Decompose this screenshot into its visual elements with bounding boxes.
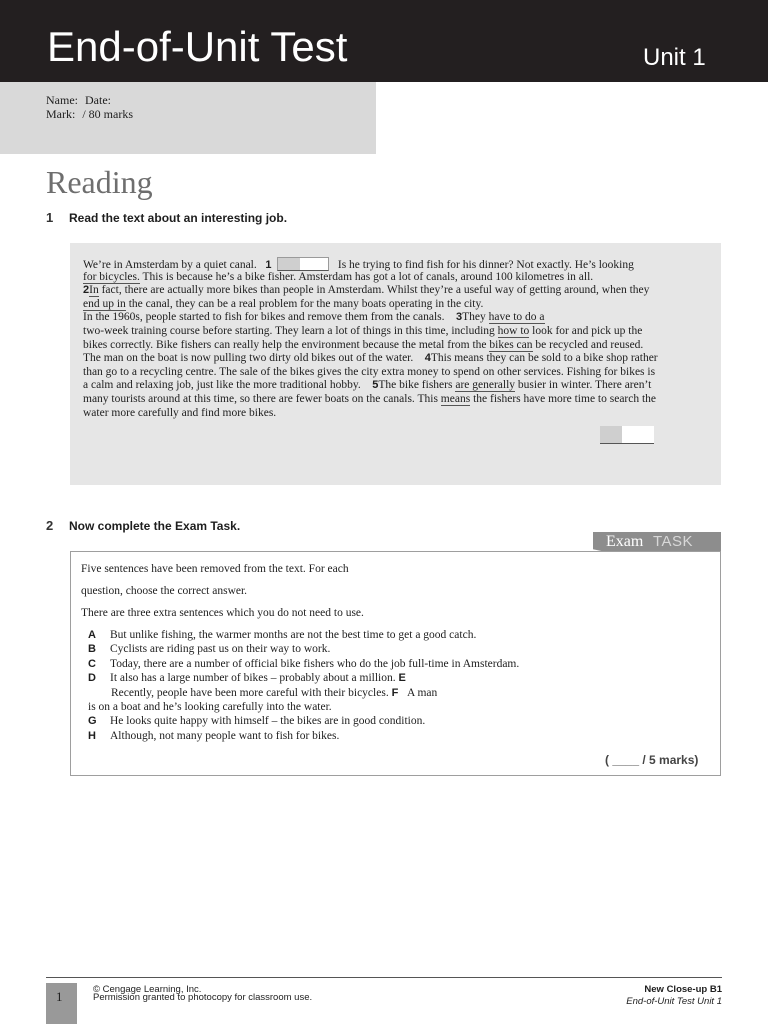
task-intro-1: Five sentences have been removed from the text. For each	[81, 563, 349, 575]
passage-text: In the 1960s, people started to fish for bikes and remove them from the canals.	[83, 311, 445, 324]
option-letter: D	[88, 672, 96, 684]
passage-text: are generally	[455, 379, 516, 392]
option-text: But unlike fishing, the warmer months are not the best time to get a good catch.	[110, 629, 477, 641]
permission-line: Permission granted to photocopy for classroom use.	[93, 992, 313, 1003]
passage-text: two-week training course before starting. They learn a lot of things in this time, including	[83, 324, 498, 337]
book-title: New Close-up B1	[644, 984, 722, 995]
task-intro-3: There are three extra sentences which you do not need to use.	[81, 607, 364, 619]
reading-passage-box	[70, 243, 721, 485]
passage-text: In	[89, 284, 99, 297]
passage-line	[83, 339, 713, 353]
option-text: He looks quite happy with himself – the bikes are in good condition.	[110, 715, 426, 727]
copyright-line: © Cengage Learning, Inc.	[93, 984, 202, 995]
passage-text: the fishers have more time to search the	[470, 392, 657, 405]
test-name: End-of-Unit Test Unit 1	[626, 996, 722, 1007]
gap-number-4: 4	[424, 352, 431, 365]
option-text: It also has a large number of bikes – probably about a million.	[110, 672, 396, 684]
page-number: 1	[56, 989, 63, 1004]
answer-gap-1[interactable]	[277, 257, 329, 271]
passage-text: end up in	[83, 297, 126, 310]
name-label: Name:	[46, 93, 78, 107]
passage-text: than go to a recycling centre. The sale of the bikes gives the city extra money to spend on other services. Fishing for bikes is	[83, 365, 656, 378]
passage-text: This is because he’s a bike fisher. Amsterdam has got a lot of canals, around 100 kilometres in all.	[139, 270, 594, 283]
passage-line	[83, 298, 713, 312]
exam-task-tab-right: TASK	[653, 533, 694, 550]
option-letter: G	[88, 715, 97, 727]
passage-text: be recycled and reused.	[532, 338, 644, 351]
option-text: Today, there are a number of official bike fishers who do the job full-time in Amsterdam.	[110, 658, 520, 670]
exam-task-tab-left: Exam	[606, 533, 644, 550]
passage-line	[83, 393, 713, 407]
passage-text: water more carefully and find more bikes.	[83, 406, 277, 419]
passage-line	[83, 284, 713, 298]
passage-text: look for and pick up the	[529, 324, 643, 337]
passage-text: how to	[497, 324, 530, 337]
option-letter: C	[88, 658, 96, 670]
footer-rule	[46, 977, 722, 978]
passage-text: busier in winter. There aren’t	[515, 379, 652, 392]
option-letter: H	[88, 730, 96, 742]
gap-number-5: 5	[372, 379, 379, 392]
passage-text: This means they can be sold to a bike shop rather	[430, 352, 658, 365]
answer-gap-extra[interactable]	[600, 426, 654, 444]
gap-number-2: 2	[83, 284, 90, 297]
passage-line	[83, 379, 713, 393]
gap-number-3: 3	[456, 311, 463, 324]
question-2-instruction: Now complete the Exam Task.	[69, 519, 241, 533]
header-bar	[0, 0, 768, 82]
passage-text: many tourists around at this time, so there are fewer boats on the canals. This	[83, 392, 441, 405]
option-c	[88, 659, 519, 671]
question-1-number: 1	[46, 210, 54, 225]
option-text: is on a boat and he’s looking carefully into the water.	[88, 701, 332, 713]
question-1-instruction: Read the text about an interesting job.	[69, 211, 288, 225]
passage-text: fact, there are actually more bikes than people in Amsterdam. Whilst they’re a useful way of getting around, when they	[98, 284, 650, 297]
passage-text: We’re in Amsterdam by a quiet canal.	[83, 259, 257, 271]
name-date-line	[46, 93, 115, 107]
passage-text: a calm and relaxing job, just like the more traditional hobby.	[83, 379, 361, 392]
unit-label: Unit 1	[643, 44, 706, 71]
passage-line	[83, 352, 713, 366]
section-title: Reading	[46, 164, 153, 200]
passage-text: bikes correctly. Bike fishers can really help the environment because the metal from the	[83, 338, 490, 351]
option-text: Cyclists are riding past us on their way to work.	[110, 643, 331, 655]
passage-text: have to do a	[488, 311, 545, 324]
question-2-number: 2	[46, 518, 54, 533]
option-text: Although, not many people want to fish for bikes.	[110, 730, 340, 742]
passage-text: bikes can	[489, 338, 533, 351]
passage-text: The man on the boat is now pulling two dirty old bikes out of the water.	[83, 352, 414, 365]
option-f-continued	[88, 702, 332, 714]
passage-text: They	[462, 311, 489, 324]
passage-line	[83, 257, 713, 271]
option-text: Recently, people have been more careful with their bicycles.	[111, 687, 389, 699]
page-title: End-of-Unit Test	[47, 23, 348, 70]
option-g	[88, 716, 425, 728]
option-h	[88, 731, 339, 743]
marks-label: ( ____ / 5 marks)	[605, 753, 699, 767]
option-e	[111, 688, 437, 700]
passage-text: Is he trying to find fish for his dinner? Not exactly. He’s looking	[337, 259, 634, 271]
option-d	[88, 673, 406, 685]
passage-line	[83, 311, 713, 325]
gap-number-1: 1	[265, 259, 272, 271]
option-letter: B	[88, 643, 96, 655]
mark-total: / 80 marks	[82, 107, 133, 121]
passage-line	[83, 407, 713, 421]
passage-text: means	[440, 392, 471, 405]
option-letter: A	[88, 629, 96, 641]
passage-line	[83, 325, 713, 339]
option-letter: F	[391, 687, 399, 699]
student-info-box	[0, 82, 376, 154]
reading-passage	[83, 257, 713, 420]
passage-line	[83, 366, 713, 380]
passage-text: the canal, they can be a real problem for the many boats operating in the city.	[125, 297, 484, 310]
passage-text: The bike fishers	[378, 379, 456, 392]
option-b	[88, 644, 330, 656]
passage-line	[83, 271, 713, 285]
mark-line	[46, 107, 137, 121]
task-intro-2: question, choose the correct answer.	[81, 585, 248, 597]
option-letter: E	[398, 672, 406, 684]
mark-label: Mark:	[46, 107, 76, 121]
passage-text: for bicycles.	[83, 270, 140, 283]
option-a	[88, 630, 476, 642]
option-text: A man	[406, 687, 438, 699]
date-label: Date:	[85, 93, 111, 107]
exam-task-box	[70, 551, 721, 776]
